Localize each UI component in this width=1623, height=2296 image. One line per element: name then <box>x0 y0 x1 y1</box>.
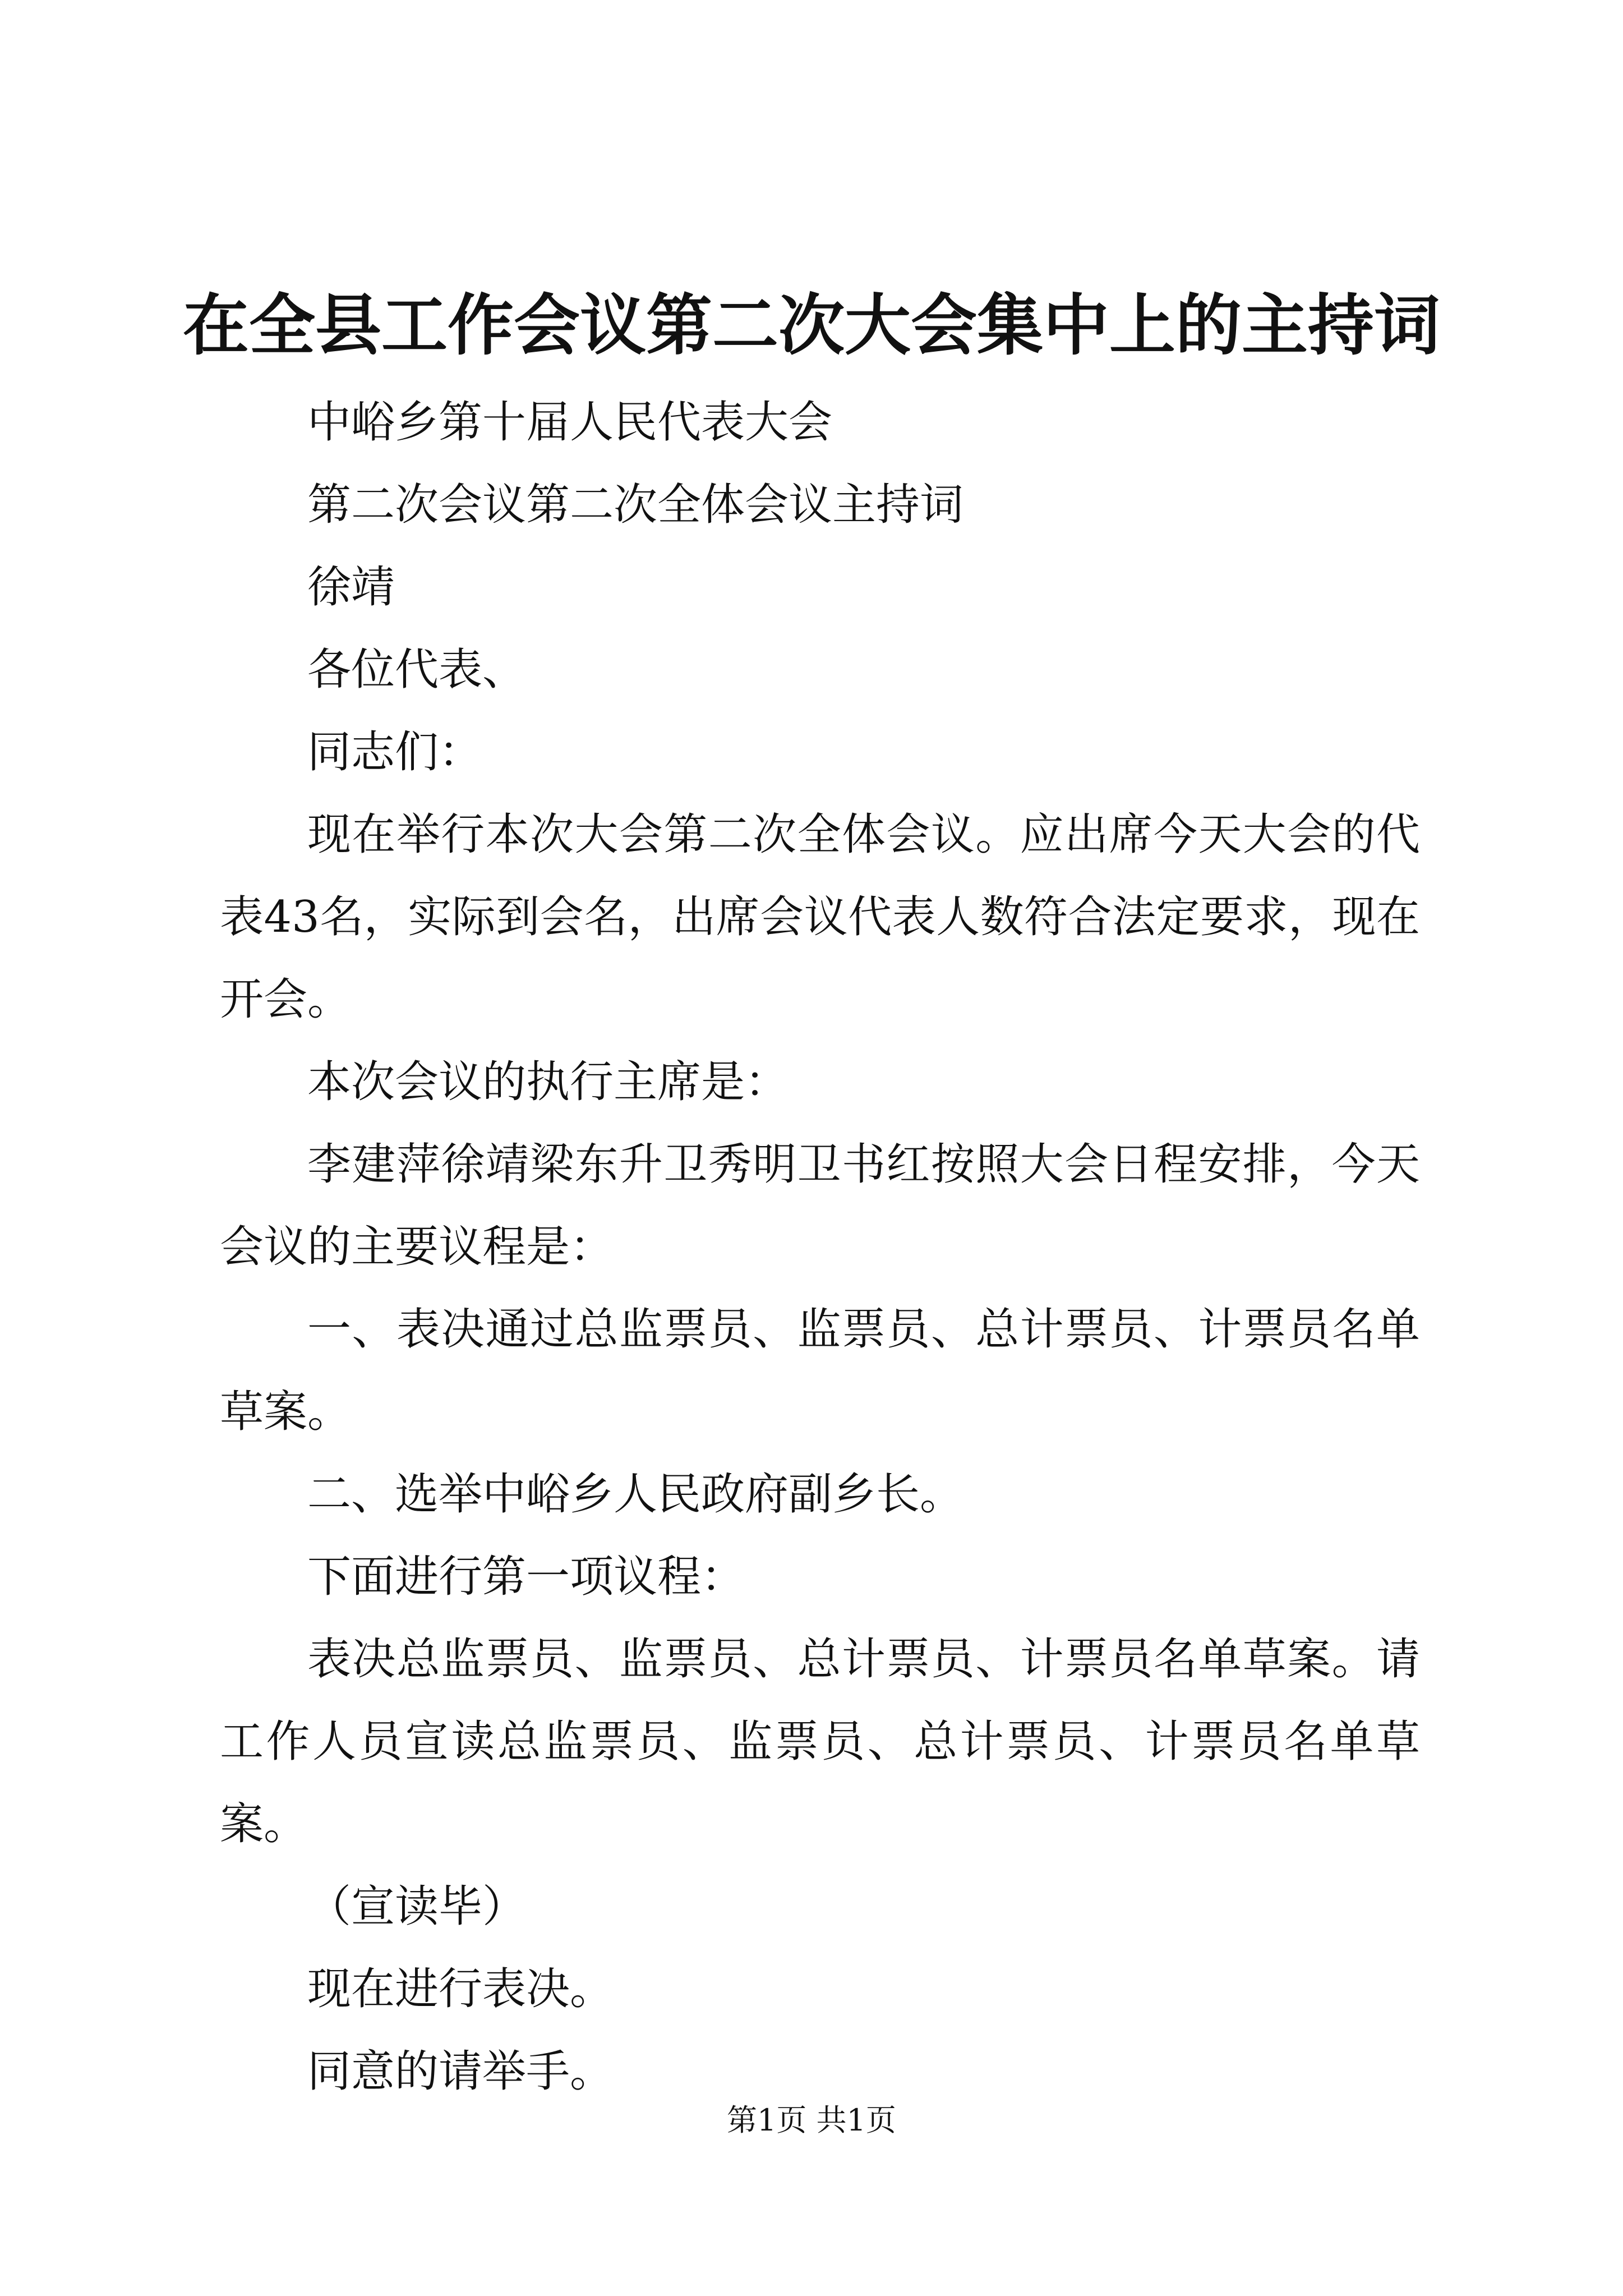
document-body <box>220 381 1420 2113</box>
paragraph-opening: 现在举行本次大会第二次全体会议。应出席今天大会的代表43名，实际到会名，出席会议代表人数符合法定要求，现在开会。 <box>220 809 1420 1025</box>
paragraph-meeting-subtitle: 第二次会议第二次全体会议主持词 <box>307 480 964 530</box>
paragraph-agenda-item-2: 二、选举中峪乡人民政府副乡长。 <box>307 1469 964 1520</box>
document-title: 在全县工作会议第二次大会集中上的主持词 <box>182 286 1440 364</box>
paragraph-salutation-comrades: 同志们： <box>307 727 483 777</box>
paragraph-chairs-intro: 本次会议的执行主席是： <box>307 1057 789 1107</box>
paragraph-vote-now: 现在进行表决。 <box>307 1964 614 2014</box>
paragraph-congress-name: 中峪乡第十届人民代表大会 <box>307 397 833 448</box>
paragraph-author: 徐靖 <box>307 562 395 613</box>
paragraph-chairs-agenda: 李建萍徐靖梁东升卫秀明卫书红按照大会日程安排，今天会议的主要议程是： <box>220 1139 1420 1272</box>
paragraph-reading-done: （宣读毕） <box>307 1881 527 1932</box>
paragraph-salutation-delegates: 各位代表、 <box>307 645 527 695</box>
paragraph-agenda-item-1: 一、表决通过总监票员、监票员、总计票员、计票员名单草案。 <box>220 1304 1420 1437</box>
paragraph-raise-hands: 同意的请举手。 <box>307 2046 614 2097</box>
page-number-footer: 第1页 共1页 <box>727 2102 896 2138</box>
paragraph-first-item-intro: 下面进行第一项议程： <box>307 1552 745 1602</box>
paragraph-vote-list: 表决总监票员、监票员、总计票员、计票员名单草案。请工作人员宣读总监票员、监票员、总计票员、计票员名单草案。 <box>220 1634 1420 1849</box>
